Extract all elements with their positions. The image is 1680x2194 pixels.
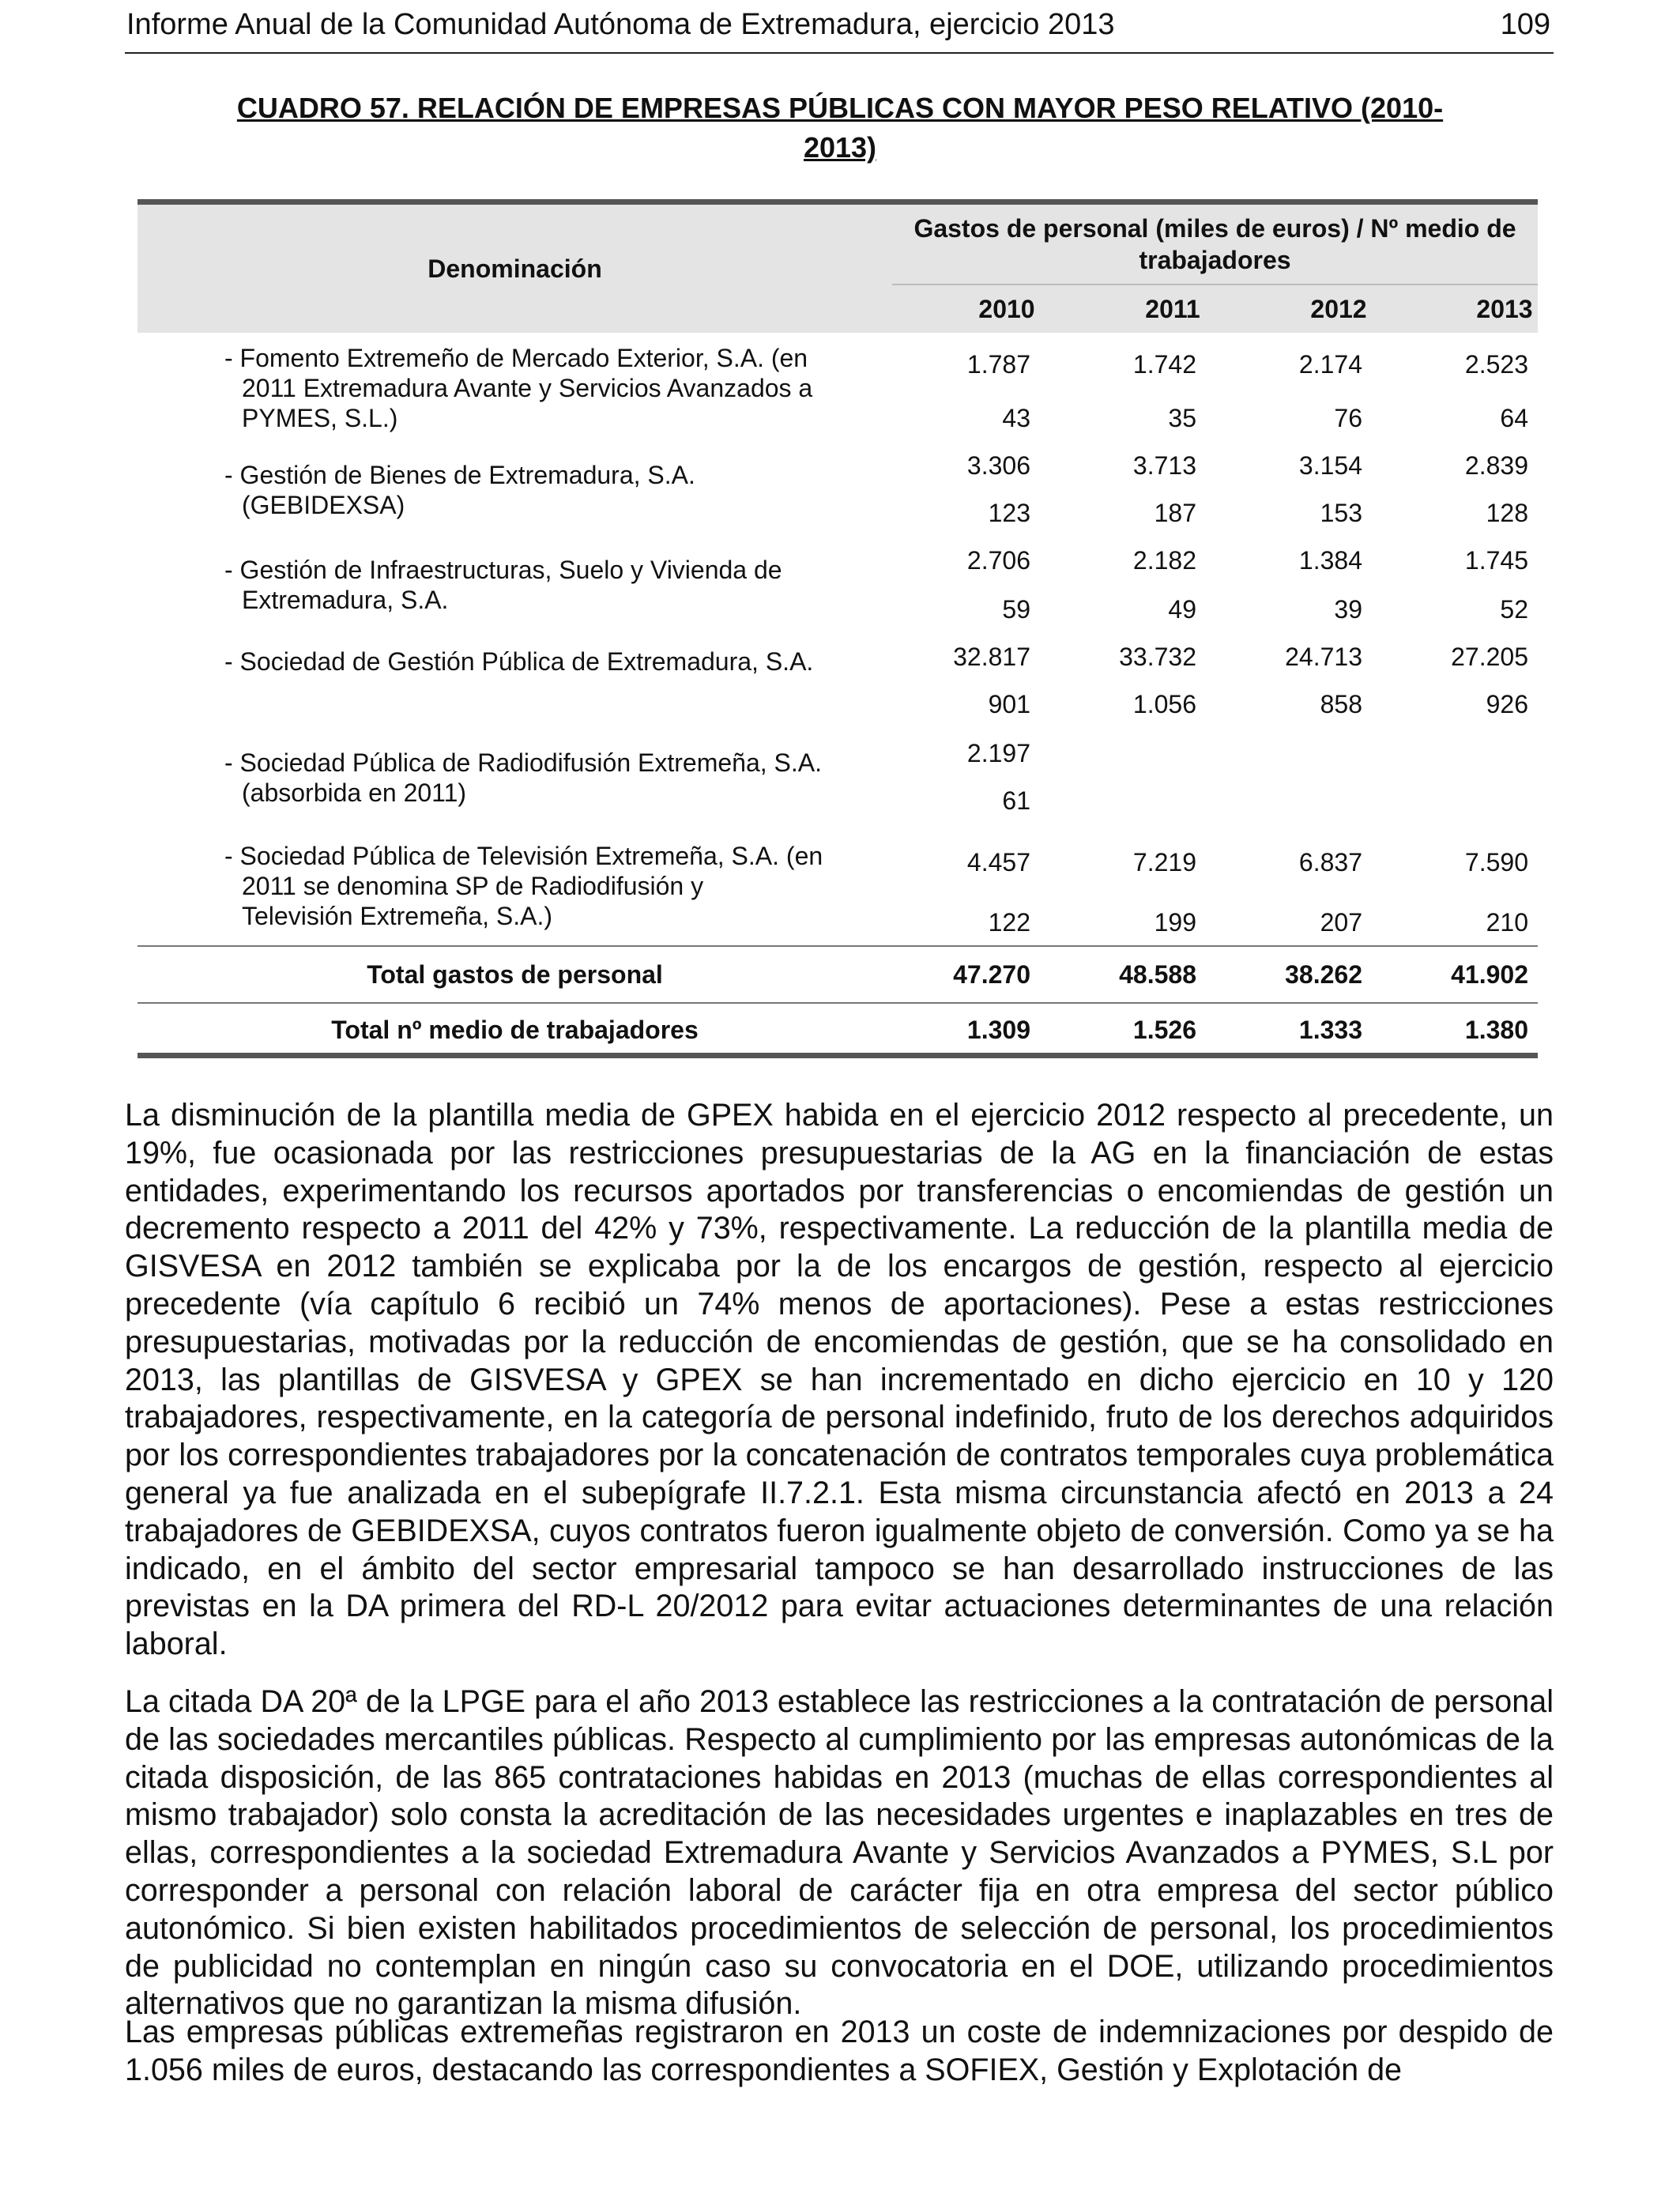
row-name-line: - Gestión de Infraestructuras, Suelo y Vivienda de: [224, 556, 782, 584]
row-name-line: 2011 Extremadura Avante y Servicios Avanzados a: [242, 374, 813, 402]
trabajadores-cell: 59: [1002, 595, 1030, 624]
gastos-cell: 7.219: [1132, 848, 1196, 876]
gastos-cell: 32.817: [953, 643, 1030, 671]
total-trabajadores-cell: 1.309: [966, 1016, 1030, 1044]
table-row-name: [224, 343, 999, 433]
gastos-cell: 3.306: [966, 451, 1030, 480]
body-paragraph: Las empresas públicas extremeñas registraron en 2013 un coste de indemnizaciones por despido de 1.056 miles de euros, destacando las correspondientes a SOFIEX, Gestión y Explotación de: [125, 2015, 1554, 2087]
total-trabajadores-label: Total nº medio de trabajadores: [331, 1016, 699, 1044]
trabajadores-cell: 926: [1486, 690, 1528, 718]
running-title: Informe Anual de la Comunidad Autónoma de Extremadura, ejercicio 2013: [126, 8, 1115, 41]
row-name-line: - Fomento Extremeño de Mercado Exterior, S.A. (en: [224, 344, 808, 372]
table-row-name: [224, 647, 999, 677]
trabajadores-cell: 1.056: [1132, 690, 1196, 718]
row-name-line: Televisión Extremeña, S.A.): [242, 902, 553, 930]
total-gastos-cell: 48.588: [1119, 960, 1196, 989]
body-paragraph: La citada DA 20ª de la LPGE para el año 2013 establece las restricciones a la contratación de personal de las sociedades mercantiles públicas. Respecto al cumplimiento por las empresas autonómicas de la citada disposición, de las 865 contrataciones habidas en 2013 (muchas de ellas correspondientes al mismo trabajador) solo consta la acreditación de las necesidades urgentes e inaplazables en tres de ellas, correspondientes a la sociedad Extremadura Avante y Servicios Avanzados a PYMES, S.L por corresponder a personal con relación laboral de carácter fija en otra empresa del sector público autonómico. Si bien existen habilitados procedimientos de selección de personal, los procedimientos de publicidad no contemplan en ningún caso su convocatoria en el DOE, utilizando procedimientos alternativos que no garantizan la misma difusión.: [125, 1684, 1554, 2022]
trabajadores-cell: 210: [1486, 908, 1528, 937]
trabajadores-cell: 122: [988, 908, 1030, 937]
table-row-name: [224, 748, 999, 808]
row-name-line: (absorbida en 2011): [242, 778, 467, 807]
table-bottom-rule: [137, 1053, 1538, 1058]
trabajadores-cell: 64: [1500, 404, 1528, 432]
gastos-cell: 27.205: [1451, 643, 1528, 671]
gastos-cell: 33.732: [1119, 643, 1196, 671]
gastos-cell: 1.742: [1132, 350, 1196, 379]
total-gastos-cell: 41.902: [1451, 960, 1528, 989]
column-header-year: 2011: [1145, 294, 1200, 323]
body-paragraph: La disminución de la plantilla media de GPEX habida en el ejercicio 2012 respecto al precedente, un 19%, fue ocasionada por las restricciones presupuestarias de la AG en la financiación de estas entidades, experimentando los recursos aportados por transferencias o encomiendas de gestión un decremento respecto a 2011 del 42% y 73%, respectivamente. La reducción de la plantilla media de GISVESA en 2012 también se explicaba por la de los encargos de gestión, respecto al ejercicio precedente (vía capítulo 6 recibió un 74% menos de aportaciones). Pese a estas restricciones presupuestarias, motivadas por la reducción de encomiendas de gestión, que se ha consolidado en 2013, las plantillas de GISVESA y GPEX se han incrementado en dicho ejercicio en 10 y 120 trabajadores, respectivamente, en la categoría de personal indefinido, fruto de los derechos adquiridos por los correspondientes trabajadores por la concatenación de contratos temporales cuya problemática general ya fue analizada en el subepígrafe II.7.2.1. Esta misma circunstancia afectó en 2013 a 24 trabajadores de GEBIDEXSA, cuyos contratos fueron igualmente objeto de conversión. Como ya se ha indicado, en el ámbito del sector empresarial tampoco se han desarrollado instrucciones de las previstas en la DA primera del RD-L 20/2012 para evitar actuaciones determinantes de una relación laboral.: [125, 1098, 1554, 1662]
table-top-rule: [137, 199, 1538, 205]
column-header-gastos: Gastos de personal (miles de euros) / Nº medio de trabajadores: [892, 205, 1538, 285]
row-name-line: - Sociedad Pública de Televisión Extremeña, S.A. (en: [224, 842, 823, 870]
trabajadores-cell: 187: [1154, 499, 1196, 527]
column-header-year: 2013: [1476, 294, 1533, 323]
totals-top-rule: [137, 945, 1538, 947]
row-name-line: 2011 se denomina SP de Radiodifusión y: [242, 872, 704, 900]
gastos-cell: 1.745: [1464, 546, 1528, 575]
table-row-name: [224, 460, 999, 520]
gastos-cell: 3.713: [1132, 451, 1196, 480]
gastos-cell: 2.174: [1298, 350, 1362, 379]
trabajadores-cell: 199: [1154, 908, 1196, 937]
trabajadores-cell: 858: [1320, 690, 1362, 718]
gastos-cell: 2.197: [966, 739, 1030, 767]
table-row-name: [224, 555, 999, 615]
table-title: [142, 89, 1538, 168]
totals-middle-rule: [137, 1002, 1538, 1004]
table-row-name: [224, 841, 999, 931]
table-header: [137, 205, 1538, 333]
gastos-cell: 2.182: [1132, 546, 1196, 575]
row-name-line: PYMES, S.L.): [242, 404, 398, 432]
row-name-line: (GEBIDEXSA): [242, 491, 405, 519]
trabajadores-cell: 43: [1002, 404, 1030, 432]
trabajadores-cell: 128: [1486, 499, 1528, 527]
page-header: [125, 6, 1554, 54]
trabajadores-cell: 39: [1334, 595, 1362, 624]
gastos-cell: 3.154: [1298, 451, 1362, 480]
table-title-line-2: 2013): [803, 131, 877, 164]
column-header-year: 2012: [1310, 294, 1367, 323]
total-trabajadores-cell: 1.526: [1132, 1016, 1196, 1044]
gastos-cell: 1.384: [1298, 546, 1362, 575]
row-name-line: - Sociedad de Gestión Pública de Extremadura, S.A.: [224, 647, 814, 676]
gastos-cell: 4.457: [966, 848, 1030, 876]
row-name-line: - Sociedad Pública de Radiodifusión Extremeña, S.A.: [224, 748, 822, 777]
column-header-year: 2010: [978, 294, 1035, 323]
gastos-cell: 2.523: [1464, 350, 1528, 379]
total-trabajadores-cell: 1.380: [1464, 1016, 1528, 1044]
gastos-cell: 2.706: [966, 546, 1030, 575]
trabajadores-cell: 153: [1320, 499, 1362, 527]
table-title-line-1: CUADRO 57. RELACIÓN DE EMPRESAS PÚBLICAS CON MAYOR PESO RELATIVO (2010-: [236, 92, 1444, 124]
trabajadores-cell: 49: [1168, 595, 1196, 624]
trabajadores-cell: 901: [988, 690, 1030, 718]
gastos-cell: 2.839: [1464, 451, 1528, 480]
gastos-cell: 7.590: [1464, 848, 1528, 876]
column-header-denominacion: Denominación: [428, 254, 602, 283]
gastos-cell: 6.837: [1298, 848, 1362, 876]
row-name-line: Extremadura, S.A.: [242, 586, 449, 614]
gastos-cell: 24.713: [1285, 643, 1362, 671]
trabajadores-cell: 35: [1168, 404, 1196, 432]
total-trabajadores-cell: 1.333: [1298, 1016, 1362, 1044]
row-name-line: - Gestión de Bienes de Extremadura, S.A.: [224, 461, 695, 489]
total-gastos-label: Total gastos de personal: [367, 960, 663, 989]
trabajadores-cell: 61: [1002, 786, 1030, 815]
total-gastos-cell: 38.262: [1285, 960, 1362, 989]
trabajadores-cell: 52: [1500, 595, 1528, 624]
total-gastos-cell: 47.270: [953, 960, 1030, 989]
page-number: 109: [1500, 8, 1550, 41]
trabajadores-cell: 76: [1334, 404, 1362, 432]
trabajadores-cell: 207: [1320, 908, 1362, 937]
gastos-cell: 1.787: [966, 350, 1030, 379]
trabajadores-cell: 123: [988, 499, 1030, 527]
